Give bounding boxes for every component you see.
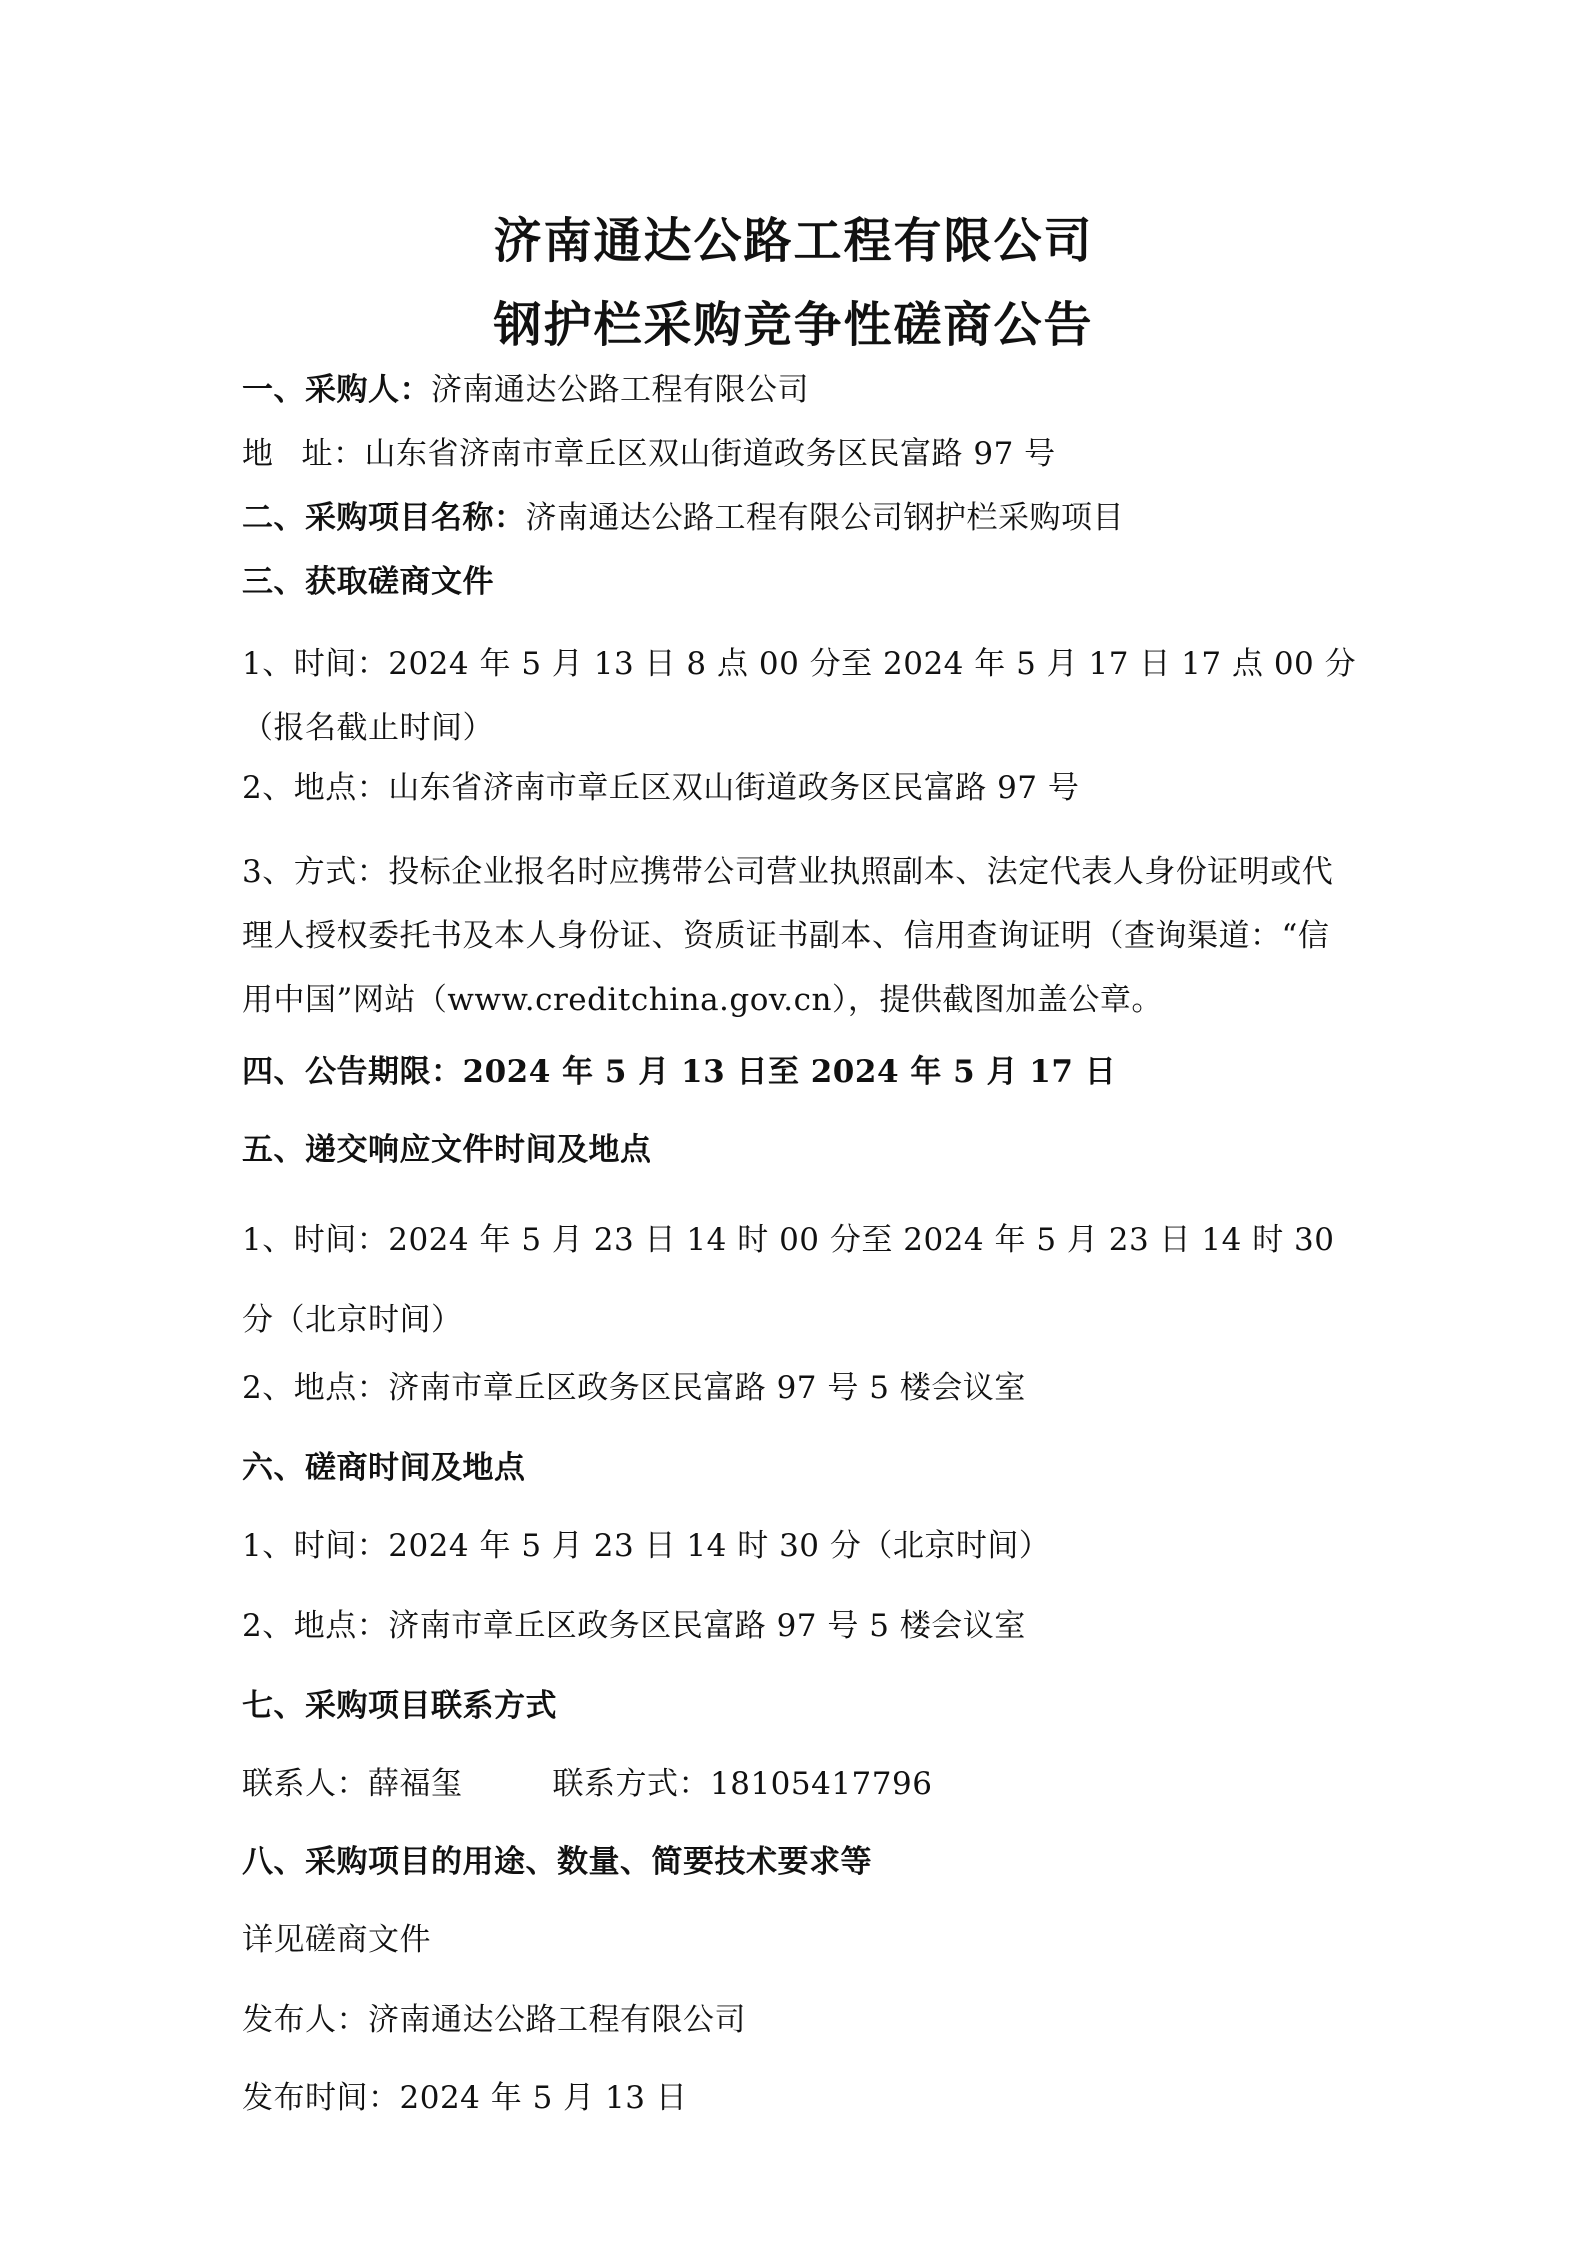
publish-time-line xyxy=(242,2078,687,2118)
project-name-label: 二、采购项目名称： xyxy=(242,500,526,536)
section3-heading: 三、获取磋商文件 xyxy=(242,564,494,600)
address-label-a: 地 xyxy=(242,436,274,472)
section7-heading: 七、采购项目联系方式 xyxy=(242,1688,557,1724)
contact-label: 联系人： xyxy=(242,1766,368,1802)
address-label-b: 址： xyxy=(301,436,365,472)
project-name-value: 济南通达公路工程有限公司钢护栏采购项目 xyxy=(525,500,1124,536)
contact-line xyxy=(242,1764,932,1804)
phone-label: 联系方式： xyxy=(552,1766,710,1802)
section3-method: 3、方式：投标企业报名时应携带公司营业执照副本、法定代表人身份证明或代理人授权委托书及本人身份证、资质证书副本、信用查询证明（查询渠道：“信用中国”网站（www.creditchina.gov.cn），提供截图加盖公章。 xyxy=(242,854,1334,1018)
publisher-line xyxy=(242,2000,746,2040)
document-title-line2: 钢护栏采购竞争性磋商公告 xyxy=(493,297,1094,353)
phone-number: 18105417796 xyxy=(710,1766,933,1802)
section8-heading: 八、采购项目的用途、数量、简要技术要求等 xyxy=(242,1844,872,1880)
section8-body: 详见磋商文件 xyxy=(242,1922,431,1958)
section6-time: 1、时间：2024 年 5 月 23 日 14 时 30 分（北京时间） xyxy=(242,1528,1051,1564)
contact-name: 薛福玺 xyxy=(368,1766,463,1802)
publish-time-value: 2024 年 5 月 13 日 xyxy=(399,2080,688,2116)
section4-heading: 四、公告期限：2024 年 5 月 13 日至 2024 年 5 月 17 日 xyxy=(242,1054,1117,1090)
section3-place: 2、地点：山东省济南市章丘区双山街道政务区民富路 97 号 xyxy=(242,770,1080,806)
section5-heading: 五、递交响应文件时间及地点 xyxy=(242,1132,652,1168)
publisher-value: 济南通达公路工程有限公司 xyxy=(368,2002,746,2038)
section5-place: 2、地点：济南市章丘区政务区民富路 97 号 5 楼会议室 xyxy=(242,1370,1026,1406)
section6-heading: 六、磋商时间及地点 xyxy=(242,1450,526,1486)
publish-time-label: 发布时间： xyxy=(242,2080,400,2116)
project-name-line xyxy=(242,498,1124,538)
section5-time: 1、时间：2024 年 5 月 23 日 14 时 00 分至 2024 年 5 月 23 日 14 时 30 分（北京时间） xyxy=(242,1222,1335,1338)
purchaser-line xyxy=(242,370,809,410)
section6-place: 2、地点：济南市章丘区政务区民富路 97 号 5 楼会议室 xyxy=(242,1608,1026,1644)
purchaser-value: 济南通达公路工程有限公司 xyxy=(431,372,809,408)
publisher-label: 发布人： xyxy=(242,2002,368,2038)
section3-time: 1、时间：2024 年 5 月 13 日 8 点 00 分至 2024 年 5 月 17 日 17 点 00 分（报名截止时间） xyxy=(242,646,1357,746)
document-title-line1: 济南通达公路工程有限公司 xyxy=(493,213,1094,269)
address-line xyxy=(242,434,1056,474)
purchaser-label: 一、采购人： xyxy=(242,372,431,408)
address-value: 山东省济南市章丘区双山街道政务区民富路 97 号 xyxy=(364,436,1056,472)
